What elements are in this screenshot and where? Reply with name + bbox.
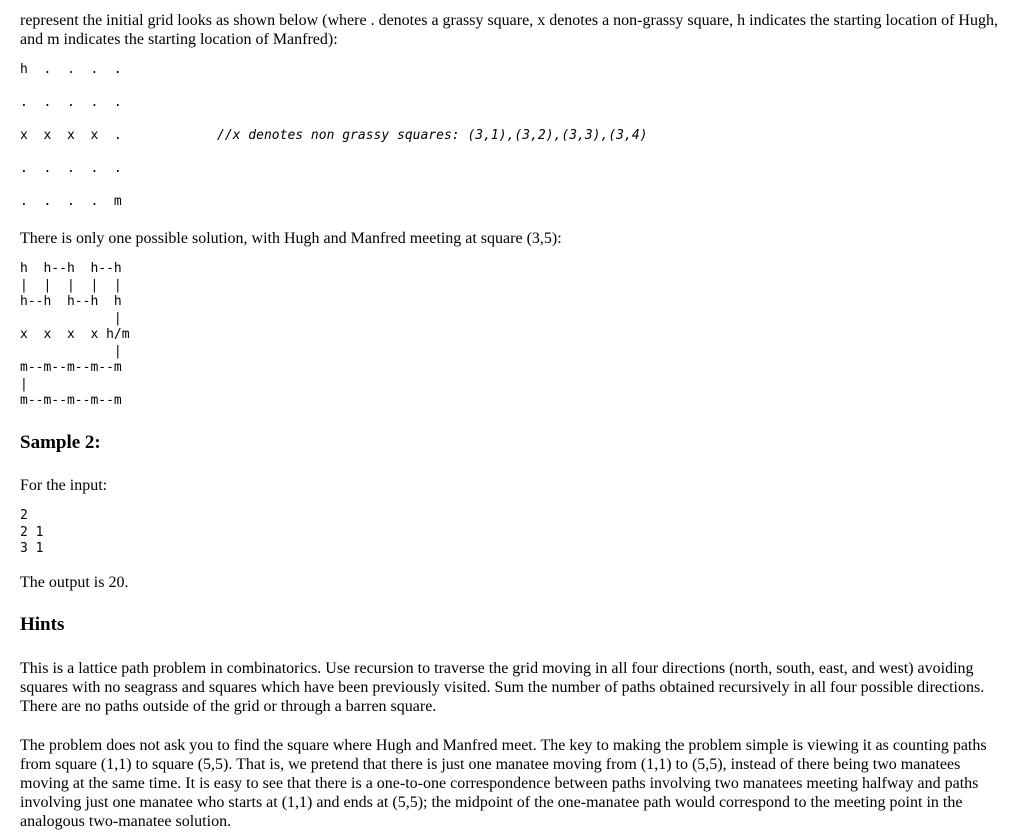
solution-paragraph: There is only one possible solution, with Hugh and Manfred meeting at square (3,5): xyxy=(20,230,562,247)
sample2-output: The output is 20. xyxy=(20,574,129,591)
grid-row: . . . . . xyxy=(20,95,122,110)
hints-paragraph-2: The problem does not ask you to find the square where Hugh and Manfred meet. The key to making the problem simple is viewing it as counting paths from square (1,1) to square (5,5). That is, we pretend that there is just one manatee moving from (1,1) to (5,5), instead of there being two manatees moving at the same time. It is easy to see that there is a one-to-one correspondence between paths involving two manatees meeting halfway and paths involving just one manatee who starts at (1,1) and ends at (5,5); the midpoint of the one-manatee path would correspond to the meeting point in the analogous two-manatee solution. xyxy=(20,737,987,830)
sample2-input-label: For the input: xyxy=(20,477,108,494)
hints-paragraph-1: This is a lattice path problem in combinatorics. Use recursion to traverse the grid moving in all four directions (north, south, east, and west) avoiding squares with no seagrass and squares which have been previously visited. Sum the number of paths obtained recursively in all four possible directions. There are no paths outside of the grid or through a barren square. xyxy=(20,660,985,715)
grid-row: . . . . m xyxy=(20,194,122,209)
grid-row: h . . . . xyxy=(20,62,122,77)
grid-row: x x x x . xyxy=(20,128,122,143)
intro-paragraph: represent the initial grid looks as shown below (where . denotes a grassy square, x denotes a non-grassy square, h indicates the starting location of Hugh, and m indicates the starting location of Manfred): xyxy=(20,12,998,48)
grid-comment: //x denotes non grassy squares: (3,1),(3,2),(3,3),(3,4) xyxy=(217,128,648,143)
sample2-heading: Sample 2: xyxy=(20,432,101,453)
grid-row: . . . . . xyxy=(20,161,122,176)
sample2-input: 2 2 1 3 1 xyxy=(20,508,44,556)
hints-heading: Hints xyxy=(20,614,65,635)
solution-path-diagram: h h--h h--h | | | | | h--h h--h h | x x x x h/m | m--m--m--m--m | m--m--m--m--m xyxy=(20,261,130,408)
